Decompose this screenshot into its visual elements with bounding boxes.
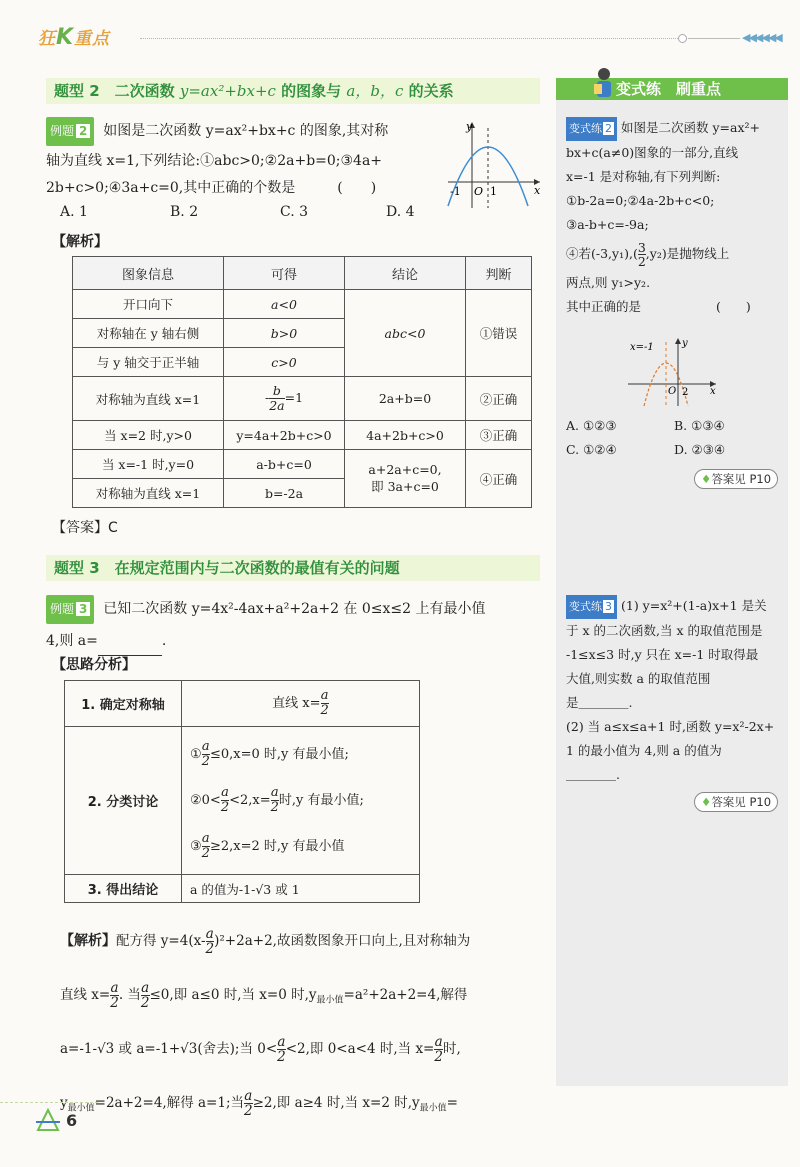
graph-label-origin: O xyxy=(668,386,677,397)
example-3-stem: 例题 3 已知二次函数 y=4x²-4ax+a²+2a+2 在 0≤x≤2 上有最小值 4,则 a= . xyxy=(46,595,546,656)
option-a: A. 1 xyxy=(60,204,88,220)
compass-icon xyxy=(34,1108,62,1132)
example-tag: 例题 2 xyxy=(46,117,94,146)
variant-tag: 变式练 3 xyxy=(566,595,617,619)
table-header-row xyxy=(73,257,532,290)
header-divider-right xyxy=(688,38,740,39)
header-divider xyxy=(140,38,680,39)
table-row: 与 y 轴交于正半轴 c>0 xyxy=(73,348,532,377)
answer-2: 【答案】C xyxy=(52,520,118,536)
graph-label-two: 2 xyxy=(682,387,689,398)
brand-text-a: 狂 xyxy=(38,29,56,49)
table-row: 开口向下 a<0 abc<0 ①错误 xyxy=(73,290,532,319)
answer-blank[interactable] xyxy=(98,628,162,656)
header-dot-icon xyxy=(678,34,687,43)
section-title-2: 题型 2 二次函数 y=ax²+bx+c 的图象与 a，b，c 的关系 xyxy=(46,78,540,104)
answer-ref-button[interactable]: ♦答案见 P10 xyxy=(694,469,778,489)
table-row: 对称轴为直线 x=1 - $\frac{b}{2a}$ =1 2a+b=0 ②正确 xyxy=(73,377,532,421)
variant-2-graph xyxy=(626,336,722,408)
variant-3: 变式练 3 (1) y=x²+(1-a)x+1 是关 于 x 的二次函数,当 x 的取值范围是 -1≤x≤3 时,y 只在 x=-1 时取得最 大值,则实数 a 的取值范围 是＿＿＿＿. (2) 当 a≤x≤a+1 时,函数 y=x²-2x+ 1 的最小值为 4,则 a 的值为 ＿＿＿＿. xyxy=(566,594,782,787)
table-header: 图象信息 xyxy=(73,257,224,290)
graph-label-x: x xyxy=(534,184,541,197)
section-title-3: 题型 3 在规定范围内与二次函数的最值有关的问题 xyxy=(46,555,540,581)
thinking-label: 【思路分析】 xyxy=(52,657,136,673)
practice-panel-header: 变式练 刷重点 xyxy=(556,78,788,100)
graph-label-origin: O xyxy=(474,185,484,198)
variant-2: 变式练 2 如图是二次函数 y=ax²+ bx+c(a≠0)图象的一部分,直线 x=-1 是对称轴,有下列判断: ①b-2a=0;②4a-2b+c<0; ③a-b+c=-9a; ④若(-3,y₁),( $\frac{3}{2}$ ,y₂)是抛物线上 两点,则 y₁>y₂. 其中正确的是 ( ) xyxy=(566,116,780,319)
graph-label-y: y xyxy=(466,120,473,133)
option-c: C. 3 xyxy=(280,204,309,220)
example-2-stem: 例题 2 如图是二次函数 y=ax²+bx+c 的图象,其对称 轴为直线 x=1,下列结论:①abc>0;②2a+b=0;③4a+ 2b+c>0;④3a+c=0,其中正确的个数是 ( ) xyxy=(46,117,426,202)
table-row: 当 x=-1 时,y=0 a-b+c=0 a+2a+c=0, 即 3a+c=0 ④正确 xyxy=(73,450,532,479)
header-arrows-icon: ◀◀◀◀◀◀ xyxy=(742,31,781,44)
example-tag: 例题 3 xyxy=(46,595,94,624)
pin-icon: ♦ xyxy=(701,472,712,486)
table-header: 判断 xyxy=(466,257,532,290)
brand-text-b: 重点 xyxy=(74,29,111,49)
graph-label-neg1: -1 xyxy=(450,185,461,198)
table-row: 3. 得出结论 a 的值为-1-√3 或 1 xyxy=(65,875,420,903)
analysis-table xyxy=(72,256,532,508)
option-d: D. 4 xyxy=(386,204,415,220)
table-row: 2. 分类讨论 ① $\frac{a}{2}$ ≤0,x=0 时,y 有最小值; ②0< $\frac{a}{2}$ <2,x= $\frac{a}{2}$ 时,y 有最小值; ③ $\frac{a}{2}$ ≥2,x=2 时,y 有最小值 xyxy=(65,727,420,875)
table-header: 结论 xyxy=(345,257,466,290)
graph-label-x: x xyxy=(710,386,716,397)
fraction-cell: - $\frac{b}{2a}$ =1 xyxy=(224,377,345,421)
table-row: 对称轴在 y 轴右侧 b>0 xyxy=(73,319,532,348)
graph-label-y: y xyxy=(682,338,688,349)
table-header: 可得 xyxy=(224,257,345,290)
answer-ref-button-2[interactable]: ♦答案见 P10 xyxy=(694,792,778,812)
option-b: B. 2 xyxy=(170,204,199,220)
graph-label-one: 1 xyxy=(490,185,497,198)
table-row: 对称轴为直线 x=1 b=-2a xyxy=(73,479,532,508)
variant-tag: 变式练 2 xyxy=(566,117,617,141)
analysis-label: 【解析】 xyxy=(52,234,108,250)
conclusion-cell-4: a+2a+c=0, 即 3a+c=0 xyxy=(345,450,466,508)
parabola-graph xyxy=(440,118,544,210)
solution-3: 【解析】配方得 y=4(x- $\frac{a}{2}$ )²+2a+2,故函数图象开口向上,且对称轴为 直线 x= $\frac{a}{2}$ . 当 $\frac{a}{2}$ ≤0,即 a≤0 时,当 x=0 时$,y_{最小值}=a^2+2a+2=4$,解得 a=-1-√3 或 a=-1+√3(舍去);当 0< $\frac{a}{2}$ <2,即 0<a<4 时,当 x= $\frac{a}{2}$ 时, $y_{最小值}=2a+2=4$,解得 a=1;当 $\frac{a}{2}$ ≥2,即 a≥4 时,当 x=2 时$,y_{最小值}=$ xyxy=(60,926,471,1119)
thinking-table xyxy=(64,680,420,903)
brand-text-k: K xyxy=(56,25,75,50)
student-icon xyxy=(592,66,616,102)
case-list: ① $\frac{a}{2}$ ≤0,x=0 时,y 有最小值; ②0< $\frac{a}{2}$ <2,x= $\frac{a}{2}$ 时,y 有最小值; ③ $\frac{a}{2}$ ≥2,x=2 时,y 有最小值 xyxy=(182,727,420,875)
table-row: 1. 确定对称轴 直线 x= $\frac{a}{2}$ xyxy=(65,681,420,727)
y-axis-arrow-icon xyxy=(675,338,681,344)
pin-icon: ♦ xyxy=(701,795,712,809)
page-number: 6 xyxy=(66,1111,78,1130)
variant-2-options: A. ①②③ B. ①③④ C. ①②④ D. ②③④ xyxy=(566,418,726,457)
graph-label-axis: x=-1 xyxy=(630,342,654,353)
brand-logo xyxy=(38,24,110,50)
table-row: 当 x=2 时,y>0 y=4a+2b+c>0 4a+2b+c>0 ③正确 xyxy=(73,421,532,450)
